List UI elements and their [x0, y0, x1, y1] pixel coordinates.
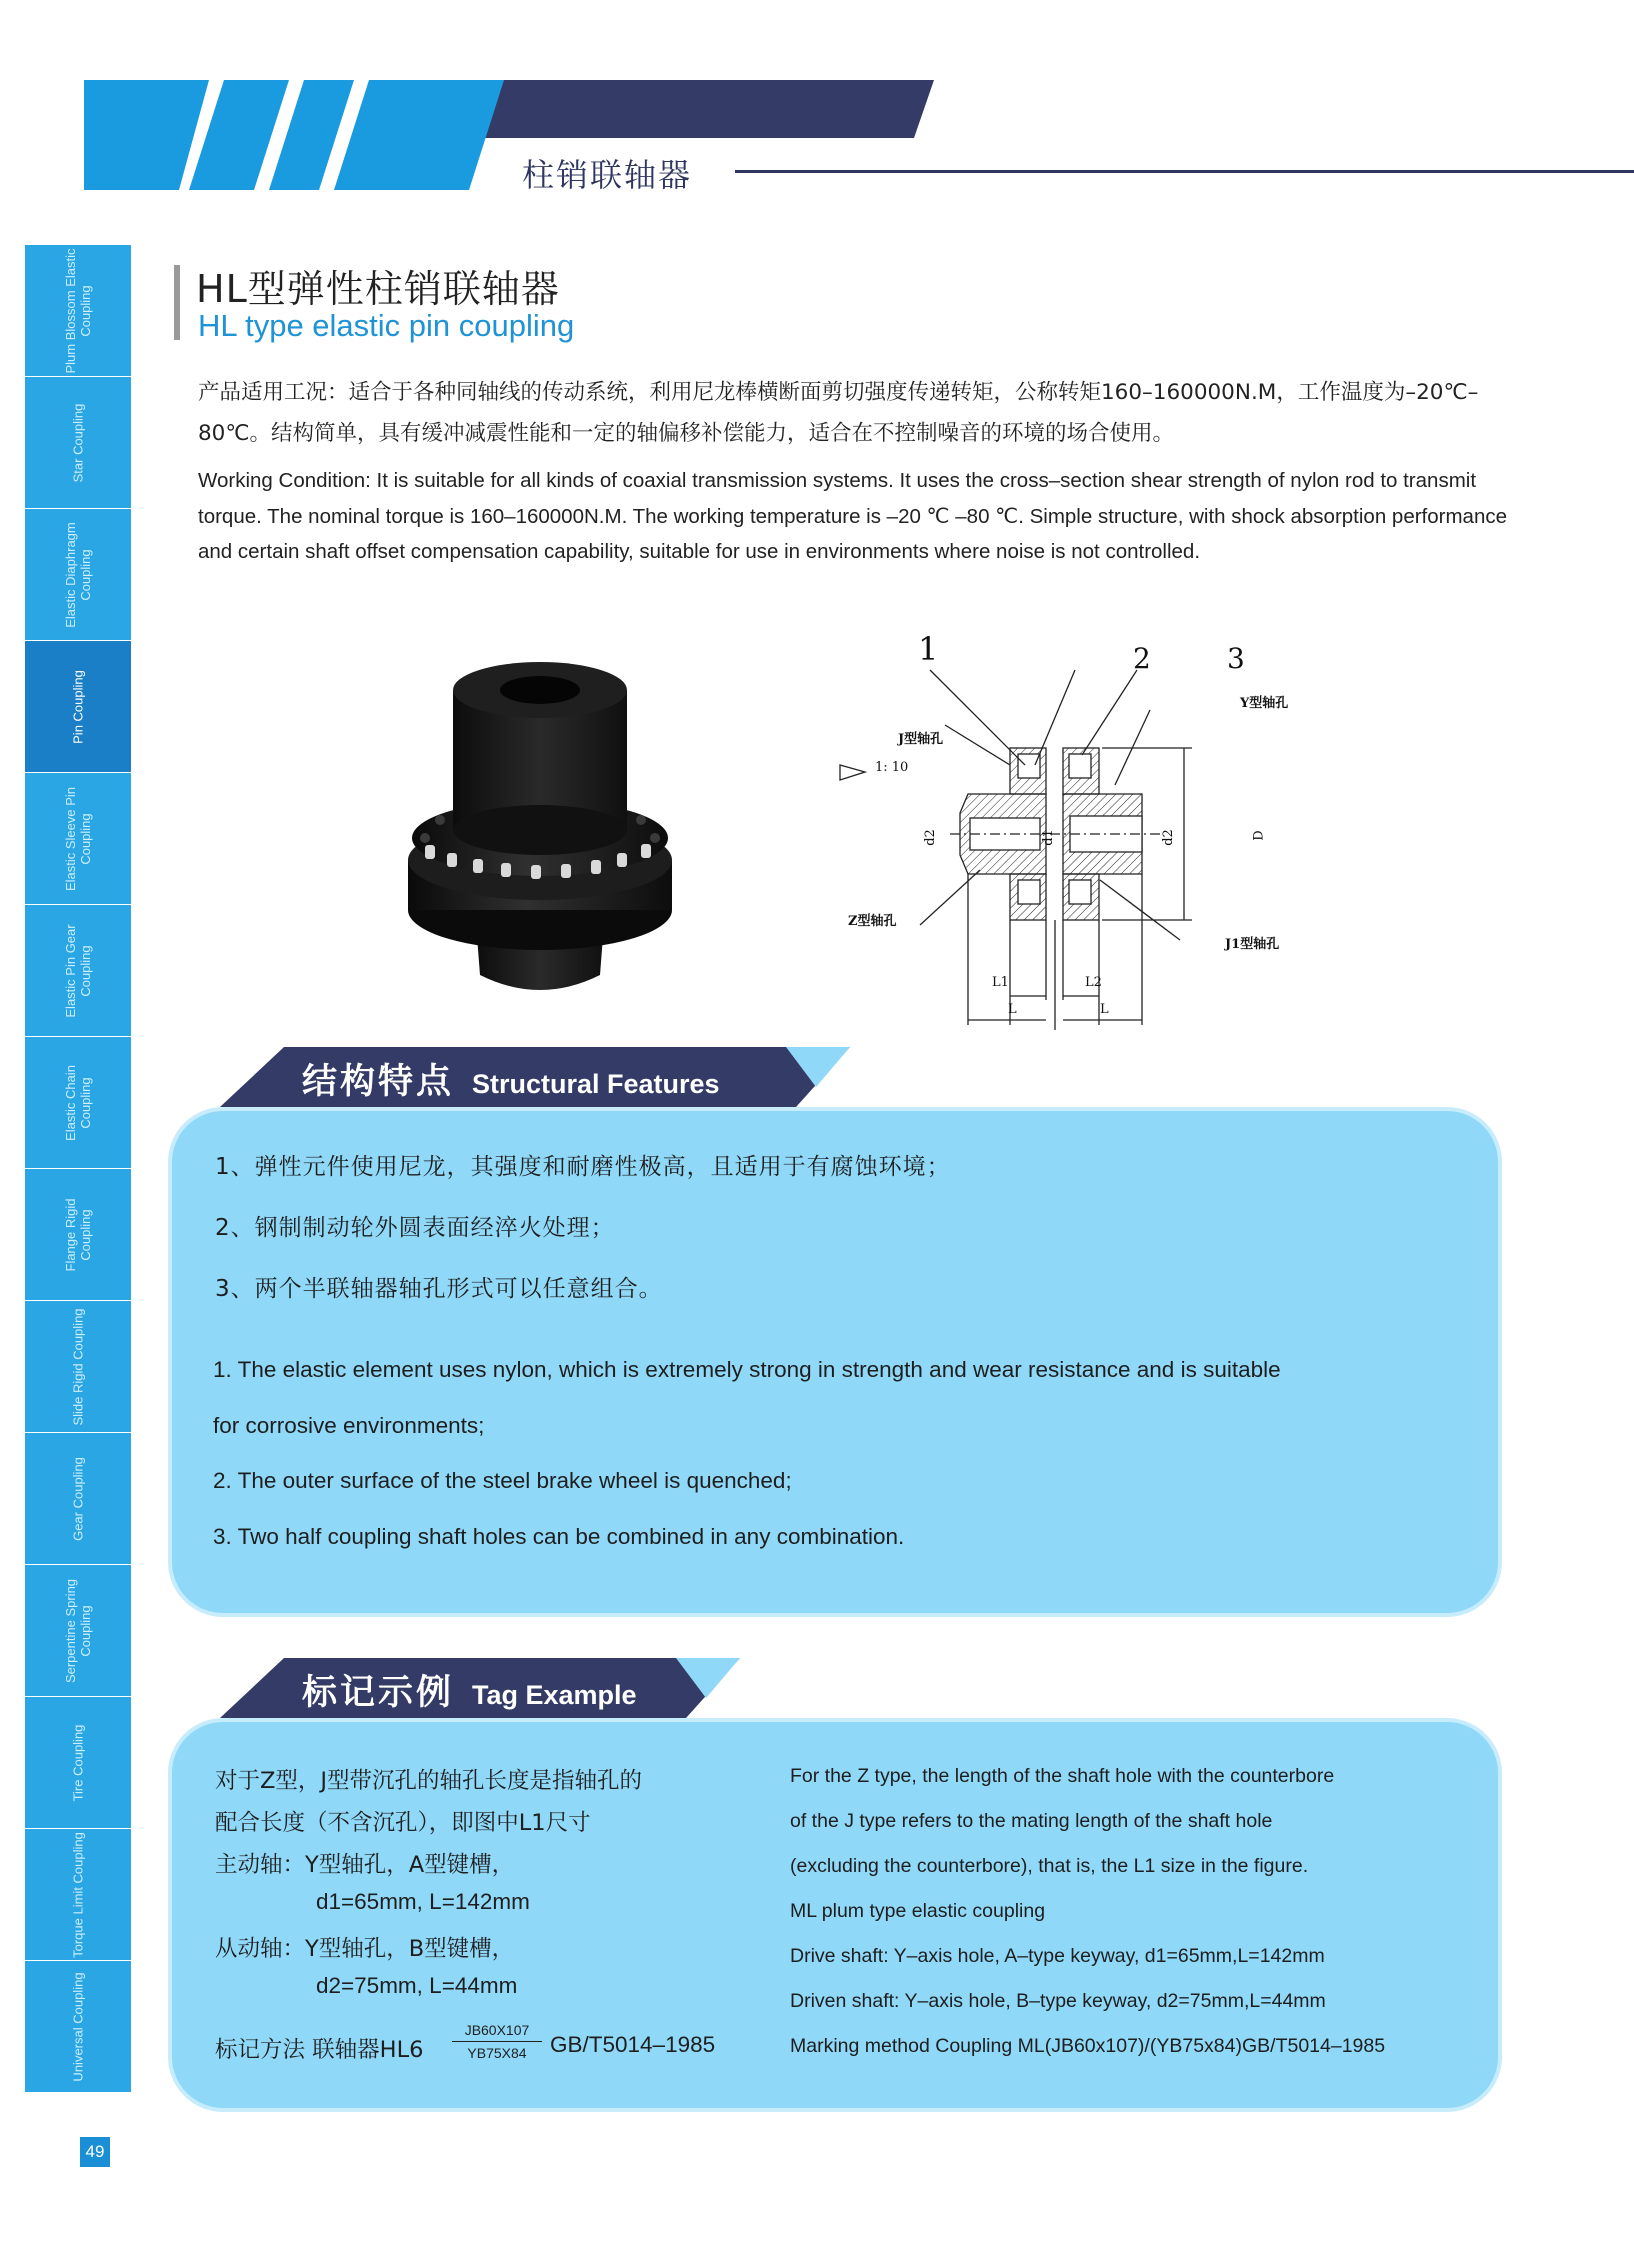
feature-item-en: 3. Two half coupling shaft holes can be combined in any combination.	[213, 1524, 905, 1549]
product-title-en: HL type elastic pin coupling	[198, 308, 575, 343]
label-L1: L1	[992, 975, 1009, 990]
sidebar-item-universal-coupling[interactable]	[25, 1961, 131, 2092]
sidebar-item-label: Serpentine Spring Coupling	[63, 1578, 93, 1683]
sidebar-item-elastic-diaphragm-coupling[interactable]	[25, 509, 131, 640]
section-title: 柱销联轴器	[522, 156, 693, 194]
sidebar-item-label: Elastic Pin Gear Coupling	[63, 923, 93, 1018]
marking-fraction	[452, 2022, 542, 2061]
tag-right-line: For the Z type, the length of the shaft hole with the counterbore	[790, 1765, 1335, 1787]
sidebar-item-star-coupling[interactable]	[25, 377, 131, 508]
title-accent-bar	[174, 265, 180, 340]
sidebar-item-label: Gear Coupling	[70, 1456, 86, 1541]
tag-left-line: 对于Z型，J型带沉孔的轴孔长度是指轴孔的	[215, 1768, 643, 1794]
sidebar-item-torque-limit-coupling[interactable]	[25, 1829, 131, 1960]
intro-text-en: Working Condition: It is suitable for all kinds of coaxial transmission systems. It uses the cross–section shear strength of nylon rod to transmit torque. The nominal torque is 160–160000N.M. The working temperature is –20 ℃ –80 ℃. Simple structure, with shock absorption performance and certain shaft offset compensation capability, suitable for use in environments where noise is not controlled.	[198, 469, 1507, 563]
sidebar-item-flange-rigid-coupling[interactable]	[25, 1169, 131, 1300]
technical-drawing	[830, 630, 1300, 1030]
sidebar-nav	[25, 245, 131, 2093]
tag-heading-cn: 标记示例	[302, 1673, 455, 1713]
sidebar-item-label: Elastic Chain Coupling	[63, 1064, 93, 1141]
sidebar-item-gear-coupling[interactable]	[25, 1433, 131, 1564]
features-heading-cn: 结构特点	[302, 1062, 455, 1102]
callout-1: 1	[918, 630, 939, 668]
feature-item-cn: 2、钢制制动轮外圆表面经淬火处理；	[215, 1215, 615, 1241]
feature-item-cn: 3、两个半联轴器轴孔形式可以任意组合。	[215, 1276, 663, 1302]
feature-item-en: for corrosive environments;	[213, 1413, 485, 1438]
label-D: D	[1251, 830, 1267, 841]
product-title-cn: HL型弹性柱销联轴器	[196, 267, 560, 311]
label-y-hole: Y型轴孔	[1240, 696, 1289, 711]
tag-right-line: Drive shaft: Y–axis hole, A–type keyway, d1=65mm,L=142mm	[790, 1945, 1325, 1967]
feature-item-cn: 1、弹性元件使用尼龙，其强度和耐磨性极高，且适用于有腐蚀环境；	[215, 1154, 951, 1180]
sidebar-item-elastic-pin-gear-coupling[interactable]	[25, 905, 131, 1036]
tag-left-line: d1=65mm, L=142mm	[316, 1889, 530, 1914]
header-divider	[735, 170, 1634, 173]
sidebar-item-label: Flange Rigid Coupling	[63, 1198, 93, 1271]
label-d1: d1	[1040, 829, 1056, 846]
sidebar-item-elastic-sleeve-pin-coupling[interactable]	[25, 773, 131, 904]
feature-item-en: 1. The elastic element uses nylon, which is extremely strong in strength and wear resistance and is suitable	[213, 1357, 1281, 1382]
label-L-right: L	[1100, 1002, 1109, 1017]
sidebar-item-label: Universal Coupling	[70, 1971, 86, 2082]
tag-left-line: d2=75mm, L=44mm	[316, 1973, 518, 1998]
sidebar-item-label: Elastic Diaphragm Coupling	[63, 521, 93, 628]
label-d2-left: d2	[922, 829, 938, 846]
sidebar-item-label: Plum Blossom Elastic Coupling	[63, 248, 93, 373]
sidebar-item-label: Slide Rigid Coupling	[70, 1307, 86, 1426]
callout-3: 3	[1227, 642, 1245, 675]
sidebar-item-label: Tire Coupling	[70, 1724, 86, 1801]
tag-left-line: 配合长度（不含沉孔），即图中L1尺寸	[215, 1810, 591, 1836]
label-L2: L2	[1085, 975, 1102, 990]
label-j1-hole: J1型轴孔	[1225, 937, 1280, 952]
callout-2: 2	[1133, 642, 1151, 675]
sidebar-item-label: Star Coupling	[70, 403, 86, 482]
label-taper: 1: 10	[875, 760, 909, 775]
tag-left-line: 从动轴：Y型轴孔，B型键槽，	[215, 1936, 515, 1962]
sidebar-item-elastic-chain-coupling[interactable]	[25, 1037, 131, 1168]
marking-prefix: 标记方法 联轴器HL6	[215, 2037, 424, 2063]
sidebar-item-serpentine-spring-coupling[interactable]	[25, 1565, 131, 1696]
features-heading-en: Structural Features	[472, 1069, 720, 1099]
tag-right-line: Driven shaft: Y–axis hole, B–type keyway, d2=75mm,L=44mm	[790, 1990, 1326, 2012]
fraction-bar	[452, 2041, 542, 2042]
intro-text-cn: 产品适用工况：适合于各种同轴线的传动系统，利用尼龙棒横断面剪切强度传递转矩，公称转矩160–160000N.M，工作温度为–20℃–80℃。结构简单，具有缓冲减震性能和一定的轴偏移补偿能力，适合在不控制噪音的环境的场合使用。	[198, 380, 1479, 446]
sidebar-item-tire-coupling[interactable]	[25, 1697, 131, 1828]
tag-right-line: ML plum type elastic coupling	[790, 1900, 1046, 1922]
sidebar-item-slide-rigid-coupling[interactable]	[25, 1301, 131, 1432]
sidebar-item-label: Pin Coupling	[70, 669, 86, 744]
tag-heading-en: Tag Example	[472, 1680, 637, 1710]
label-d2: d2	[1160, 829, 1176, 846]
sidebar-item-label: Elastic Sleeve Pin Coupling	[63, 786, 93, 891]
feature-item-en: 2. The outer surface of the steel brake wheel is quenched;	[213, 1468, 792, 1493]
marking-numerator: JB60X107	[464, 2022, 530, 2038]
sidebar-item-pin-coupling[interactable]	[25, 641, 131, 772]
marking-suffix: GB/T5014–1985	[550, 2032, 716, 2057]
tag-right-line: of the J type refers to the mating length of the shaft hole	[790, 1810, 1273, 1832]
tag-left-line: 主动轴：Y型轴孔，A型键槽，	[215, 1852, 515, 1878]
coupling-section-drawing	[830, 630, 1300, 1030]
tag-right-line: Marking method Coupling ML(JB60x107)/(YB75x84)GB/T5014–1985	[790, 2035, 1386, 2057]
marking-denominator: YB75X84	[467, 2045, 527, 2061]
sidebar-item-plum-blossom-elastic-coupling[interactable]	[25, 245, 131, 376]
product-photo	[405, 660, 675, 995]
tag-right-line: (excluding the counterbore), that is, the L1 size in the figure.	[790, 1855, 1309, 1877]
banner-stripes	[84, 80, 934, 190]
label-z-hole: Z型轴孔	[848, 914, 897, 929]
page-number: 49	[80, 2137, 110, 2167]
header-banner	[84, 80, 934, 190]
label-j-hole: J型轴孔	[898, 732, 944, 747]
sidebar-item-label: Torque Limit Coupling	[70, 1831, 86, 1958]
label-L-left: L	[1008, 1002, 1017, 1017]
